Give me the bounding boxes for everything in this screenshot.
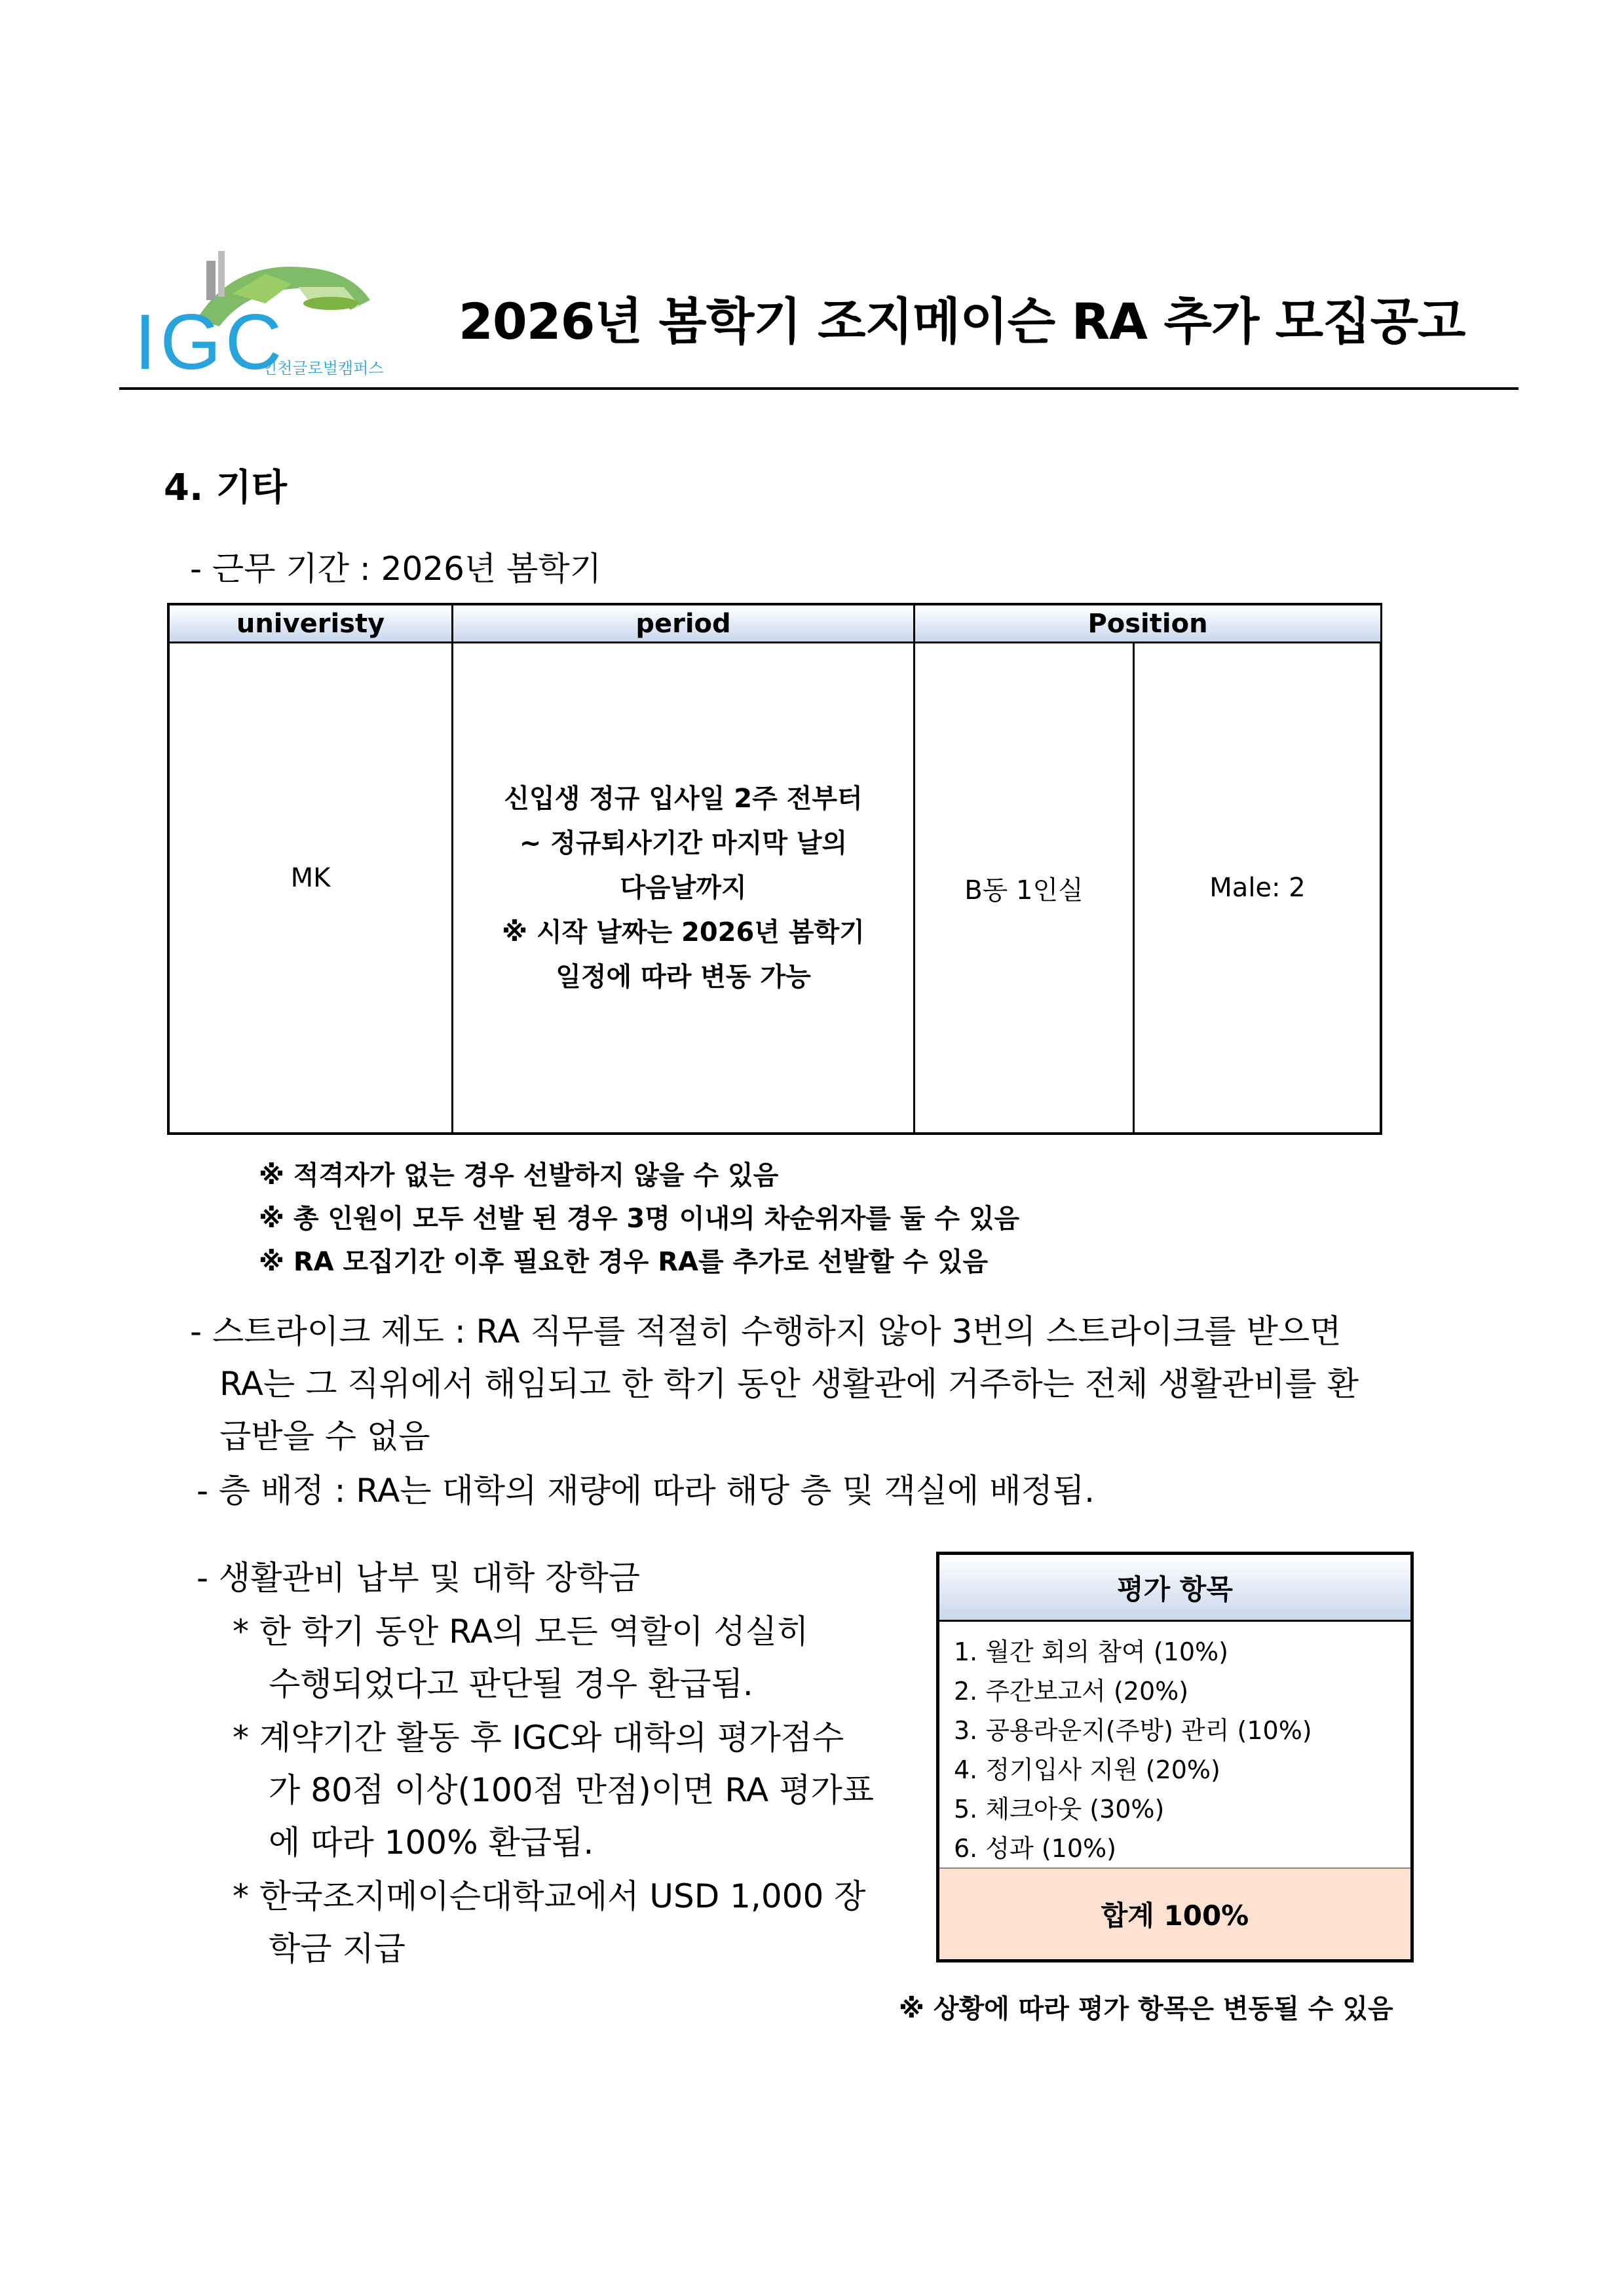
evaluation-item: 1. 월간 회의 참여 (10%) [954,1637,1228,1666]
page-title: 2026년 봄학기 조지메이슨 RA 추가 모집공고 [459,292,1465,351]
header-divider [119,387,1519,390]
strike-line-3: 급받을 수 없음 [219,1417,430,1455]
evaluation-list [954,1632,1312,1868]
fees-line: 학금 지급 [269,1930,406,1968]
evaluation-heading: 평가 항목 [939,1555,1410,1622]
period-line: 일정에 따라 변동 가능 [556,962,811,992]
university-cell: MK [290,863,331,893]
period-line: ※ 시작 날짜는 2026년 봄학기 [502,917,865,947]
period-line: ~ 정규퇴사기간 마지막 날의 [519,828,848,858]
floor-assignment: - 층 배정 : RA는 대학의 재량에 따라 해당 층 및 객실에 배정됨. [197,1472,1095,1510]
section-heading: 4. 기타 [164,467,287,509]
count-cell: Male: 2 [1209,873,1306,903]
evaluation-box [936,1552,1414,1962]
evaluation-total: 합계 100% [939,1867,1410,1959]
evaluation-item: 2. 주간보고서 (20%) [954,1677,1189,1706]
header-university: univeristy [170,605,451,643]
logo-text: IGC [134,298,286,379]
evaluation-item: 6. 성과 (10%) [954,1834,1116,1863]
igc-logo [134,248,423,379]
strike-line-1: - 스트라이크 제도 : RA 직무를 적절히 수행하지 않아 3번의 스트라이크를 받으면 [190,1312,1342,1350]
fees-line: 수행되었다고 판단될 경우 환급됨. [269,1665,753,1703]
position-table [167,603,1382,1135]
work-period: - 근무 기간 : 2026년 봄학기 [190,550,602,588]
strike-line-2: RA는 그 직위에서 해임되고 한 학기 동안 생활관에 거주하는 전체 생활관비를 환 [219,1365,1359,1403]
fees-heading: - 생활관비 납부 및 대학 장학금 [197,1559,641,1597]
fees-line: 에 따라 100% 환급됨. [269,1824,594,1862]
evaluation-footnote: ※ 상황에 따라 평가 항목은 변동될 수 있음 [899,1994,1393,2024]
fees-line: * 한국조지메이슨대학교에서 USD 1,000 장 [233,1877,866,1915]
header-position: Position [915,605,1380,643]
evaluation-item: 4. 정기입사 지원 (20%) [954,1755,1220,1784]
note-line: ※ 총 인원이 모두 선발 된 경우 3명 이내의 차순위자를 둘 수 있음 [259,1204,1020,1234]
period-line: 다음날까지 [620,873,747,903]
period-line: 신입생 정규 입사일 2주 전부터 [504,784,863,814]
period-cell [453,643,913,1132]
evaluation-item: 3. 공용라운지(주방) 관리 (10%) [954,1716,1312,1745]
note-line: ※ 적격자가 없는 경우 선발하지 않을 수 있음 [259,1160,779,1191]
fees-line: * 한 학기 동안 RA의 모든 역할이 성실히 [233,1613,809,1651]
evaluation-item: 5. 체크아웃 (30%) [954,1795,1165,1824]
fees-line: 가 80점 이상(100점 만점)이면 RA 평가표 [269,1771,875,1809]
room-cell: B동 1인실 [964,875,1084,906]
note-line: ※ RA 모집기간 이후 필요한 경우 RA를 추가로 선발할 수 있음 [259,1247,989,1277]
logo-subtext: 인천글로벌캠퍼스 [262,359,384,377]
fees-line: * 계약기간 활동 후 IGC와 대학의 평가점수 [233,1719,844,1757]
header-period: period [453,605,913,643]
